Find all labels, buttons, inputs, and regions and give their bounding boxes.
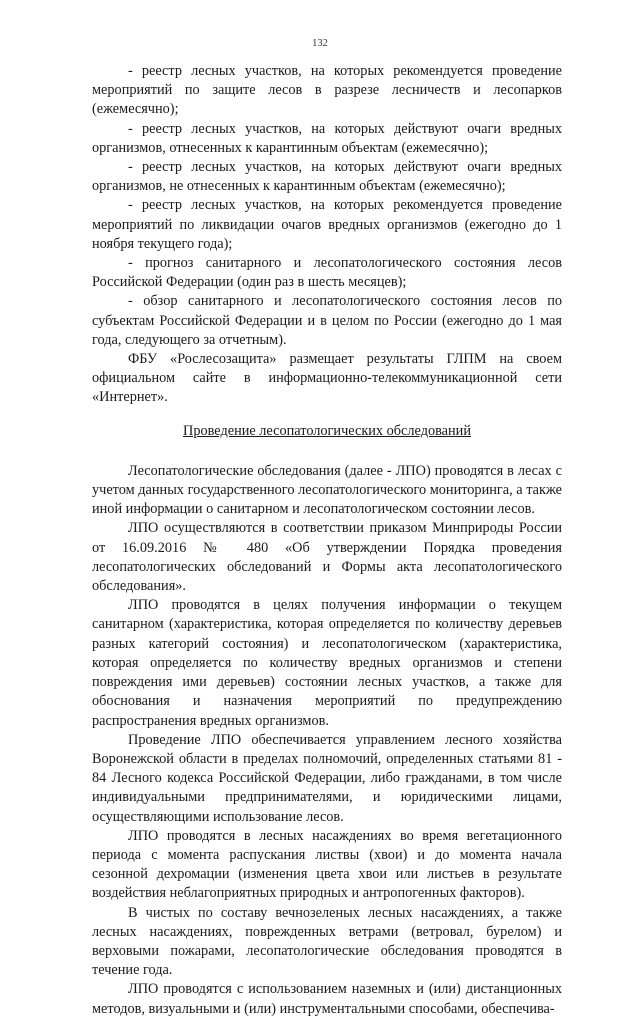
section-heading: Проведение лесопатологических обследований [183, 422, 471, 439]
body-paragraph: Лесопатологические обследования (далее - ЛПО) проводятся в лесах с учетом данных государственного лесопатологического мониторинга, а также иной информации о санитарном и лесопатологическом состоянии лесов. [92, 462, 562, 518]
list-item: - прогноз санитарного и лесопатологического состояния лесов Российской Федерации (один раз в шесть месяцев); [92, 255, 562, 291]
list-item: - реестр лесных участков, на которых рекомендуется проведение мероприятий по защите лесов в разрезе лесничеств и лесопарков (ежемесячно); [92, 63, 562, 118]
list-item: - реестр лесных участков, на которых действуют очаги вредных организмов, не отнесенных к карантинным объектам (ежемесячно); [92, 159, 562, 195]
list-item: - реестр лесных участков, на которых рекомендуется проведение мероприятий по ликвидации очагов вредных организмов (ежегодно до 1 ноября текущего года); [92, 197, 562, 252]
page-body [92, 62, 562, 1019]
list-item: - обзор санитарного и лесопатологического состояния лесов по субъектам Российской Федерации и в целом по России (ежегодно до 1 мая года, следующего за отчетным). [92, 293, 562, 348]
body-paragraph: ЛПО осуществляются в соответствии приказом Минприроды России от 16.09.2016 № 480 «Об утверждении Порядка проведения лесопатологических обследований и Формы акта лесопатологического обследования». [92, 520, 562, 595]
page-number: 132 [312, 38, 328, 49]
body-paragraph: Проведение ЛПО обеспечивается управлением лесного хозяйства Воронежской области в пределах полномочий, определенных статьями 81 - 84 Лесного кодекса Российской Федерации, либо гражданами, в том числе индивидуальными предпринимателями, и юридическими лицами, осуществляющими использование лесов. [92, 731, 562, 825]
body-paragraph: ЛПО проводятся с использованием наземных и (или) дистанционных методов, визуальными и (или) инструментальными способами, обеспечива- [92, 981, 562, 1017]
body-paragraph: ЛПО проводятся в целях получения информации о текущем санитарном (характеристика, которая определяется по количеству деревьев разных категорий состояния) и лесопатологическом (характеристика, которая определяется по количеству вредных организмов и степени повреждения ими деревьев) состоянии лесных участков, а также для обоснования и назначения мероприятий по предупреждению распространения вредных организмов. [92, 597, 562, 729]
body-paragraph: ЛПО проводятся в лесных насаждениях во время вегетационного периода с момента распускания листвы (хвои) и до момента начала сезонной дехромации (изменения цвета хвои или листьев в результате воздействия неблагоприятных природных и антропогенных факторов). [92, 827, 562, 902]
list-item: - реестр лесных участков, на которых действуют очаги вредных организмов, отнесенных к карантинным объектам (ежемесячно); [92, 120, 562, 156]
body-paragraph: В чистых по составу вечнозеленых лесных насаждениях, а также лесных насаждениях, поврежденных ветрами (ветровал, бурелом) и верховыми пожарами, лесопатологические обследования проводятся в течение года. [92, 904, 562, 979]
publication-note: ФБУ «Рослесозащита» размещает результаты ГЛПМ на своем официальном сайте в информационно-телекоммуникационной сети «Интернет». [92, 351, 562, 406]
